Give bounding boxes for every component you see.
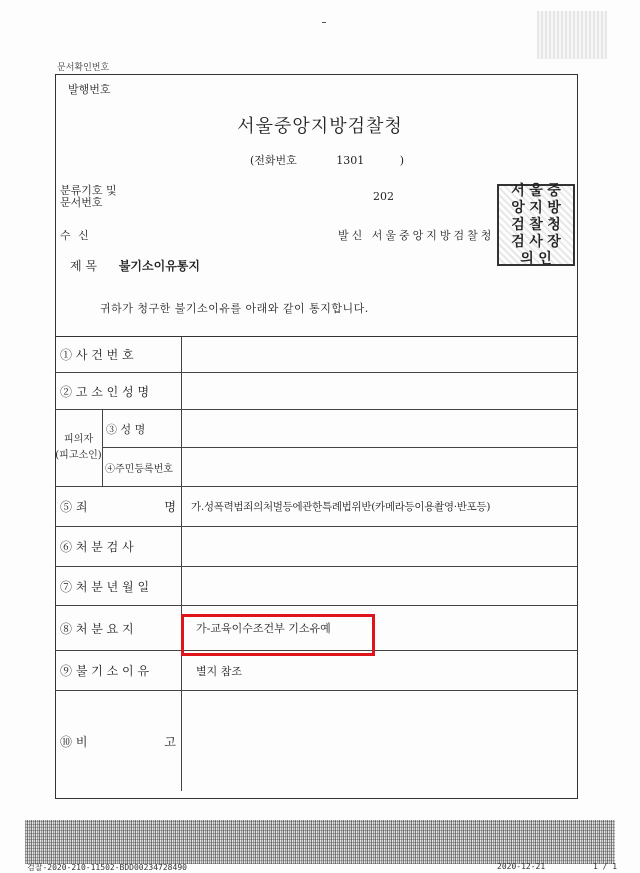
row-crime (55, 487, 578, 527)
remarks-label-suffix: 고 (164, 734, 176, 749)
sender-line: 발신 서울중앙지방검찰청 (338, 229, 495, 242)
seal-char: 찰 (529, 216, 543, 233)
footer-doc-code: 검찰-2020-210-11502-BDD00234728490 (27, 863, 187, 872)
suspect-group-label (55, 410, 103, 486)
recipient-label: 수 신 (60, 229, 91, 242)
row-prosecutor (55, 527, 578, 567)
intro-text: 귀하가 청구한 불기소이유를 아래와 같이 통지합니다. (100, 302, 369, 315)
row-remarks (55, 691, 578, 791)
seal-char: 장 (547, 233, 561, 250)
row-suspect-id (103, 448, 578, 486)
seal-char: 앙 (511, 199, 525, 216)
issue-number-label: 발행번호 (68, 83, 111, 96)
official-seal (497, 184, 575, 266)
date-label: ⑦ 처 분 년 월 일 (55, 567, 182, 605)
crime-value: 가.성폭력범죄의처벌등에관한특례법위반(카메라등이용촬영·반포등) (191, 501, 491, 513)
row-date (55, 567, 578, 606)
row-suspect-name (103, 410, 578, 448)
remarks-label-prefix: ⑩ 비 (60, 734, 88, 749)
suspect-id-value (182, 448, 191, 486)
seal-char: 청 (547, 216, 561, 233)
subject-row (70, 257, 200, 274)
disposition-label: ⑧ 처 분 요 지 (55, 606, 182, 650)
crime-label-suffix: 명 (164, 500, 176, 514)
subject-value: 불기소이유통지 (118, 259, 200, 273)
remarks-value (182, 691, 191, 791)
office-title: 서울중앙지방검찰청 (237, 116, 403, 137)
suspect-name-label: ③ 성 명 (103, 410, 182, 447)
notice-table (55, 336, 578, 791)
seal-char: 지 (529, 199, 543, 216)
case-number-label: ① 사 건 번 호 (55, 337, 182, 372)
suspect-label-line2: (피고소인) (55, 450, 102, 461)
suspect-id-label: ④주민등록번호 (103, 448, 182, 486)
disposition-value: 가-교육이수조건부 기소유예 (196, 622, 331, 635)
row-complainant (55, 373, 578, 410)
footer-date: 2020-12-21 (497, 862, 546, 871)
phone-line (250, 152, 404, 168)
highlight-box (181, 614, 375, 656)
remarks-label (55, 691, 182, 791)
phone-close: ) (399, 154, 405, 167)
classification-label-line2: 문서번호 (60, 196, 103, 209)
seal-char: 방 (547, 199, 561, 216)
scan-mark (322, 22, 326, 23)
row-case-number (55, 337, 578, 373)
seal-char: 검 (511, 233, 525, 250)
seal-char: 중 (547, 182, 561, 199)
row-reason (55, 651, 578, 691)
seal-char: 의 (520, 250, 534, 267)
reason-value: 별지 참조 (196, 664, 243, 678)
seal-char: 사 (529, 233, 543, 250)
classification-label-line1: 분류기호 및 (60, 184, 117, 197)
phone-label: (전화번호 (250, 154, 297, 167)
suspect-subrows (103, 410, 578, 486)
seal-char: 서 (511, 182, 525, 199)
subject-label: 제 목 (70, 259, 97, 273)
complainant-value (182, 373, 191, 409)
footer-page: 1 / 1 (593, 862, 618, 871)
footer-barcode-noise (25, 820, 615, 864)
crime-label (55, 487, 182, 526)
prosecutor-label: ⑥ 처 분 검 사 (55, 527, 182, 566)
date-value (182, 567, 191, 605)
classification-label (60, 185, 117, 209)
year-fragment: 202 (373, 190, 394, 203)
reason-label: ⑨ 불 기 소 이 유 (55, 651, 182, 690)
phone-number: 1301 (336, 154, 365, 167)
complainant-label: ② 고 소 인 성 명 (55, 373, 182, 409)
suspect-name-value (182, 410, 191, 447)
seal-char: 검 (511, 216, 525, 233)
doc-confirm-label: 문서확인번호 (57, 63, 110, 73)
prosecutor-value (182, 527, 191, 566)
suspect-label-line1: 피의자 (64, 434, 93, 445)
crime-label-prefix: ⑤ 죄 (60, 500, 88, 514)
seal-char: 울 (529, 182, 543, 199)
case-number-value (182, 337, 191, 372)
row-suspect (55, 410, 578, 487)
top-right-print-noise (537, 11, 607, 59)
seal-char: 인 (538, 250, 552, 267)
